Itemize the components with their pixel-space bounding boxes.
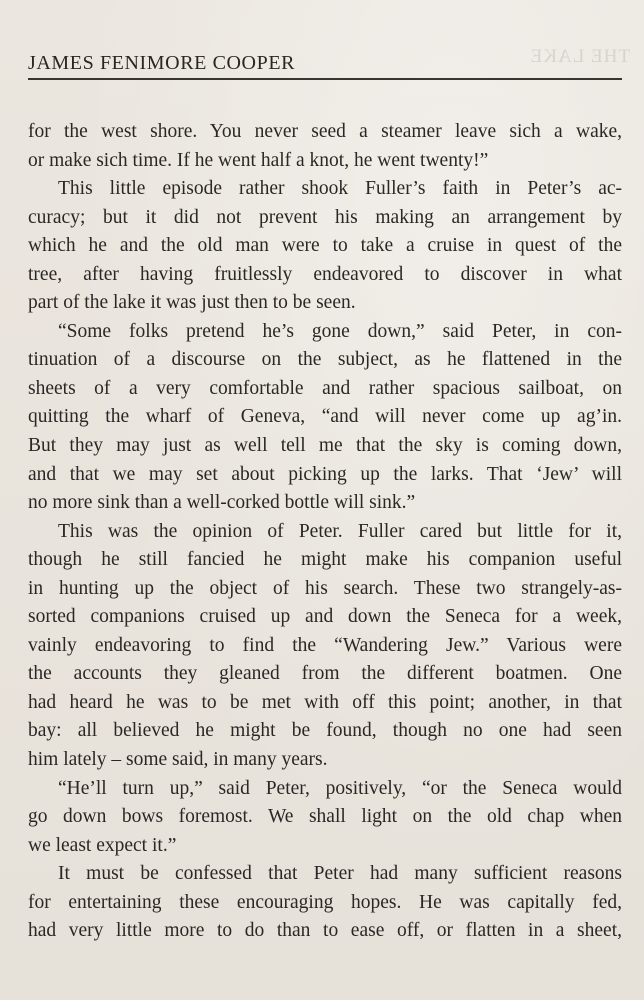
text-line: tinuation of a discourse on the subject, as he flattened in the xyxy=(28,349,622,371)
text-line: him lately – some said, in many years. xyxy=(28,749,328,771)
text-line: in hunting up the object of his search. These two strangely-as- xyxy=(28,577,622,599)
text-line: go down bows foremost. We shall light on the old chap when xyxy=(28,806,622,828)
text-line: and that we may set about picking up the larks. That ‘Jew’ will xyxy=(28,463,622,485)
text-line: sheets of a very comfortable and rather spacious sailboat, on xyxy=(28,377,622,399)
bleed-through-text: THE LAKE xyxy=(529,46,630,67)
header-rule xyxy=(28,78,622,80)
text-line: “He’ll turn up,” said Peter, positively, “or the Seneca would xyxy=(58,777,622,799)
text-line: had heard he was to be met with off this point; another, in that xyxy=(28,691,622,713)
text-line: “Some folks pretend he’s gone down,” said Peter, in con- xyxy=(58,320,622,342)
text-line: which he and the old man were to take a cruise in quest of the xyxy=(28,235,622,257)
text-line: curacy; but it did not prevent his making an arrangement by xyxy=(28,206,622,228)
running-head: JAMES FENIMORE COOPER xyxy=(28,52,296,74)
text-line: part of the lake it was just then to be seen. xyxy=(28,292,356,314)
text-line: This was the opinion of Peter. Fuller cared but little for it, xyxy=(58,520,622,542)
text-line: But they may just as well tell me that the sky is coming down, xyxy=(28,435,622,457)
text-line: It must be confessed that Peter had many sufficient reasons xyxy=(58,863,622,885)
text-line: quitting the wharf of Geneva, “and will never come up ag’in. xyxy=(28,406,622,428)
text-line: had very little more to do than to ease off, or flatten in a sheet, xyxy=(28,920,622,942)
text-line: vainly endeavoring to find the “Wandering Jew.” Various were xyxy=(28,634,622,656)
text-line: the accounts they gleaned from the different boatmen. One xyxy=(28,663,622,685)
text-line: for entertaining these encouraging hopes. He was capitally fed, xyxy=(28,891,622,913)
text-line: for the west shore. You never seed a steamer leave sich a wake, xyxy=(28,121,622,142)
text-line: bay: all believed he might be found, though no one had seen xyxy=(28,720,622,742)
text-line: sorted companions cruised up and down the Seneca for a week, xyxy=(28,606,622,628)
body-text xyxy=(28,118,622,946)
text-line: we least expect it.” xyxy=(28,834,177,856)
text-line: or make sich time. If he went half a knot, he went twenty!” xyxy=(28,149,489,171)
text-line: no more sink than a well-corked bottle will sink.” xyxy=(28,492,416,514)
text-line: though he still fancied he might make his companion useful xyxy=(28,549,622,571)
text-line: tree, after having fruitlessly endeavored to discover in what xyxy=(28,263,622,285)
text-line: This little episode rather shook Fuller’s faith in Peter’s ac- xyxy=(58,178,622,200)
